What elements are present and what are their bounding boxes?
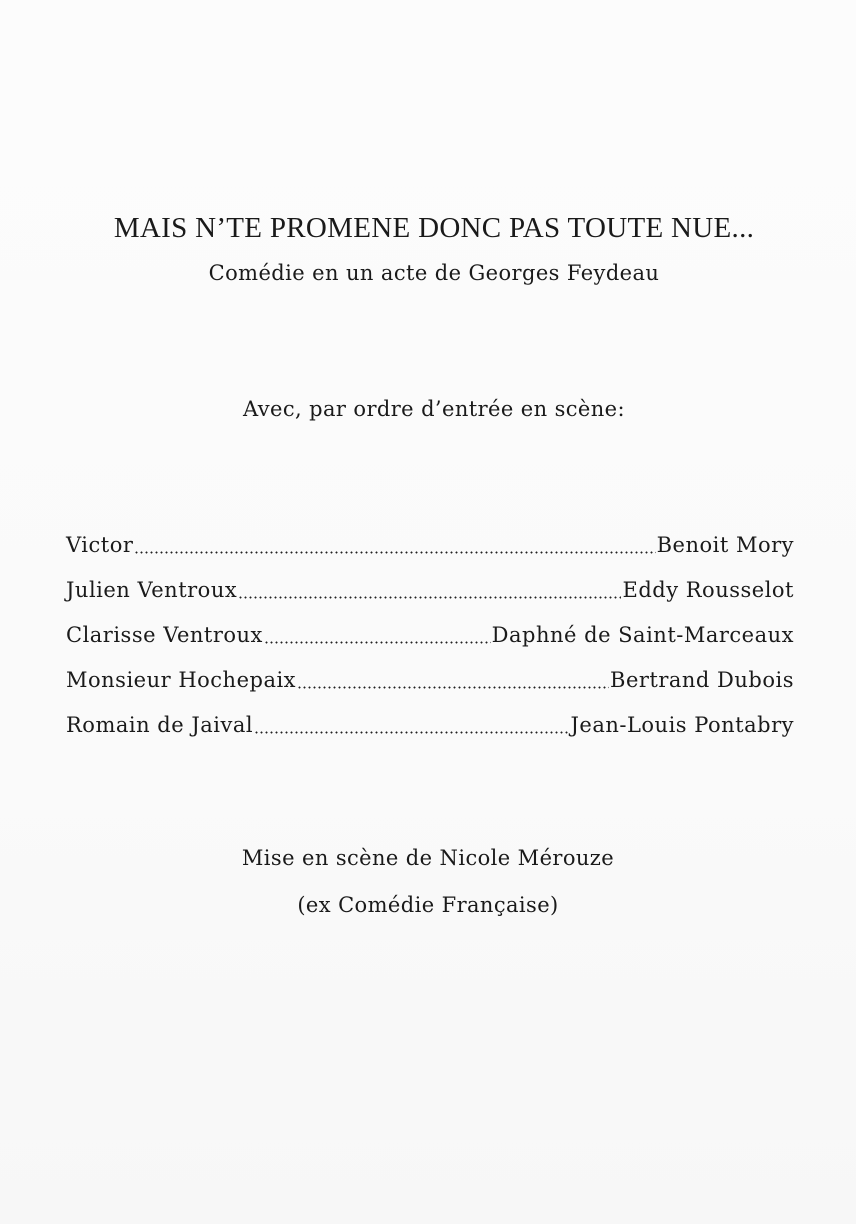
dot-leader	[254, 712, 569, 734]
cast-intro: Avec, par ordre d’entrée en scène:	[243, 397, 625, 421]
cast-list	[66, 530, 794, 755]
cast-row-victor	[66, 530, 794, 575]
role-name: Victor	[66, 533, 134, 557]
cast-row-julien-ventroux	[66, 575, 794, 620]
role-name: Romain de Jaival	[66, 713, 254, 737]
dot-leader	[238, 577, 621, 599]
dot-leader	[297, 667, 609, 689]
role-name: Monsieur Hochepaix	[66, 668, 297, 692]
play-subtitle: Comédie en un acte de Georges Feydeau	[208, 261, 660, 285]
director-credit: Mise en scène de Nicole Mérouze	[241, 846, 615, 870]
role-name: Julien Ventroux	[66, 578, 238, 602]
play-title: MAIS N’TE PROMENE DONC PAS TOUTE NUE...	[113, 212, 755, 244]
dot-leader	[264, 622, 491, 644]
actor-name: Jean-Louis Pontabry	[570, 713, 794, 737]
dot-leader	[134, 532, 655, 554]
cast-row-romain-de-jaival	[66, 710, 794, 755]
actor-name: Eddy Rousselot	[622, 578, 794, 602]
cast-row-clarisse-ventroux	[66, 620, 794, 665]
actor-name: Bertrand Dubois	[610, 668, 794, 692]
role-name: Clarisse Ventroux	[66, 623, 263, 647]
actor-name: Daphné de Saint-Marceaux	[491, 623, 794, 647]
director-note: (ex Comédie Française)	[297, 893, 559, 917]
actor-name: Benoit Mory	[656, 533, 794, 557]
cast-row-monsieur-hochepaix	[66, 665, 794, 710]
